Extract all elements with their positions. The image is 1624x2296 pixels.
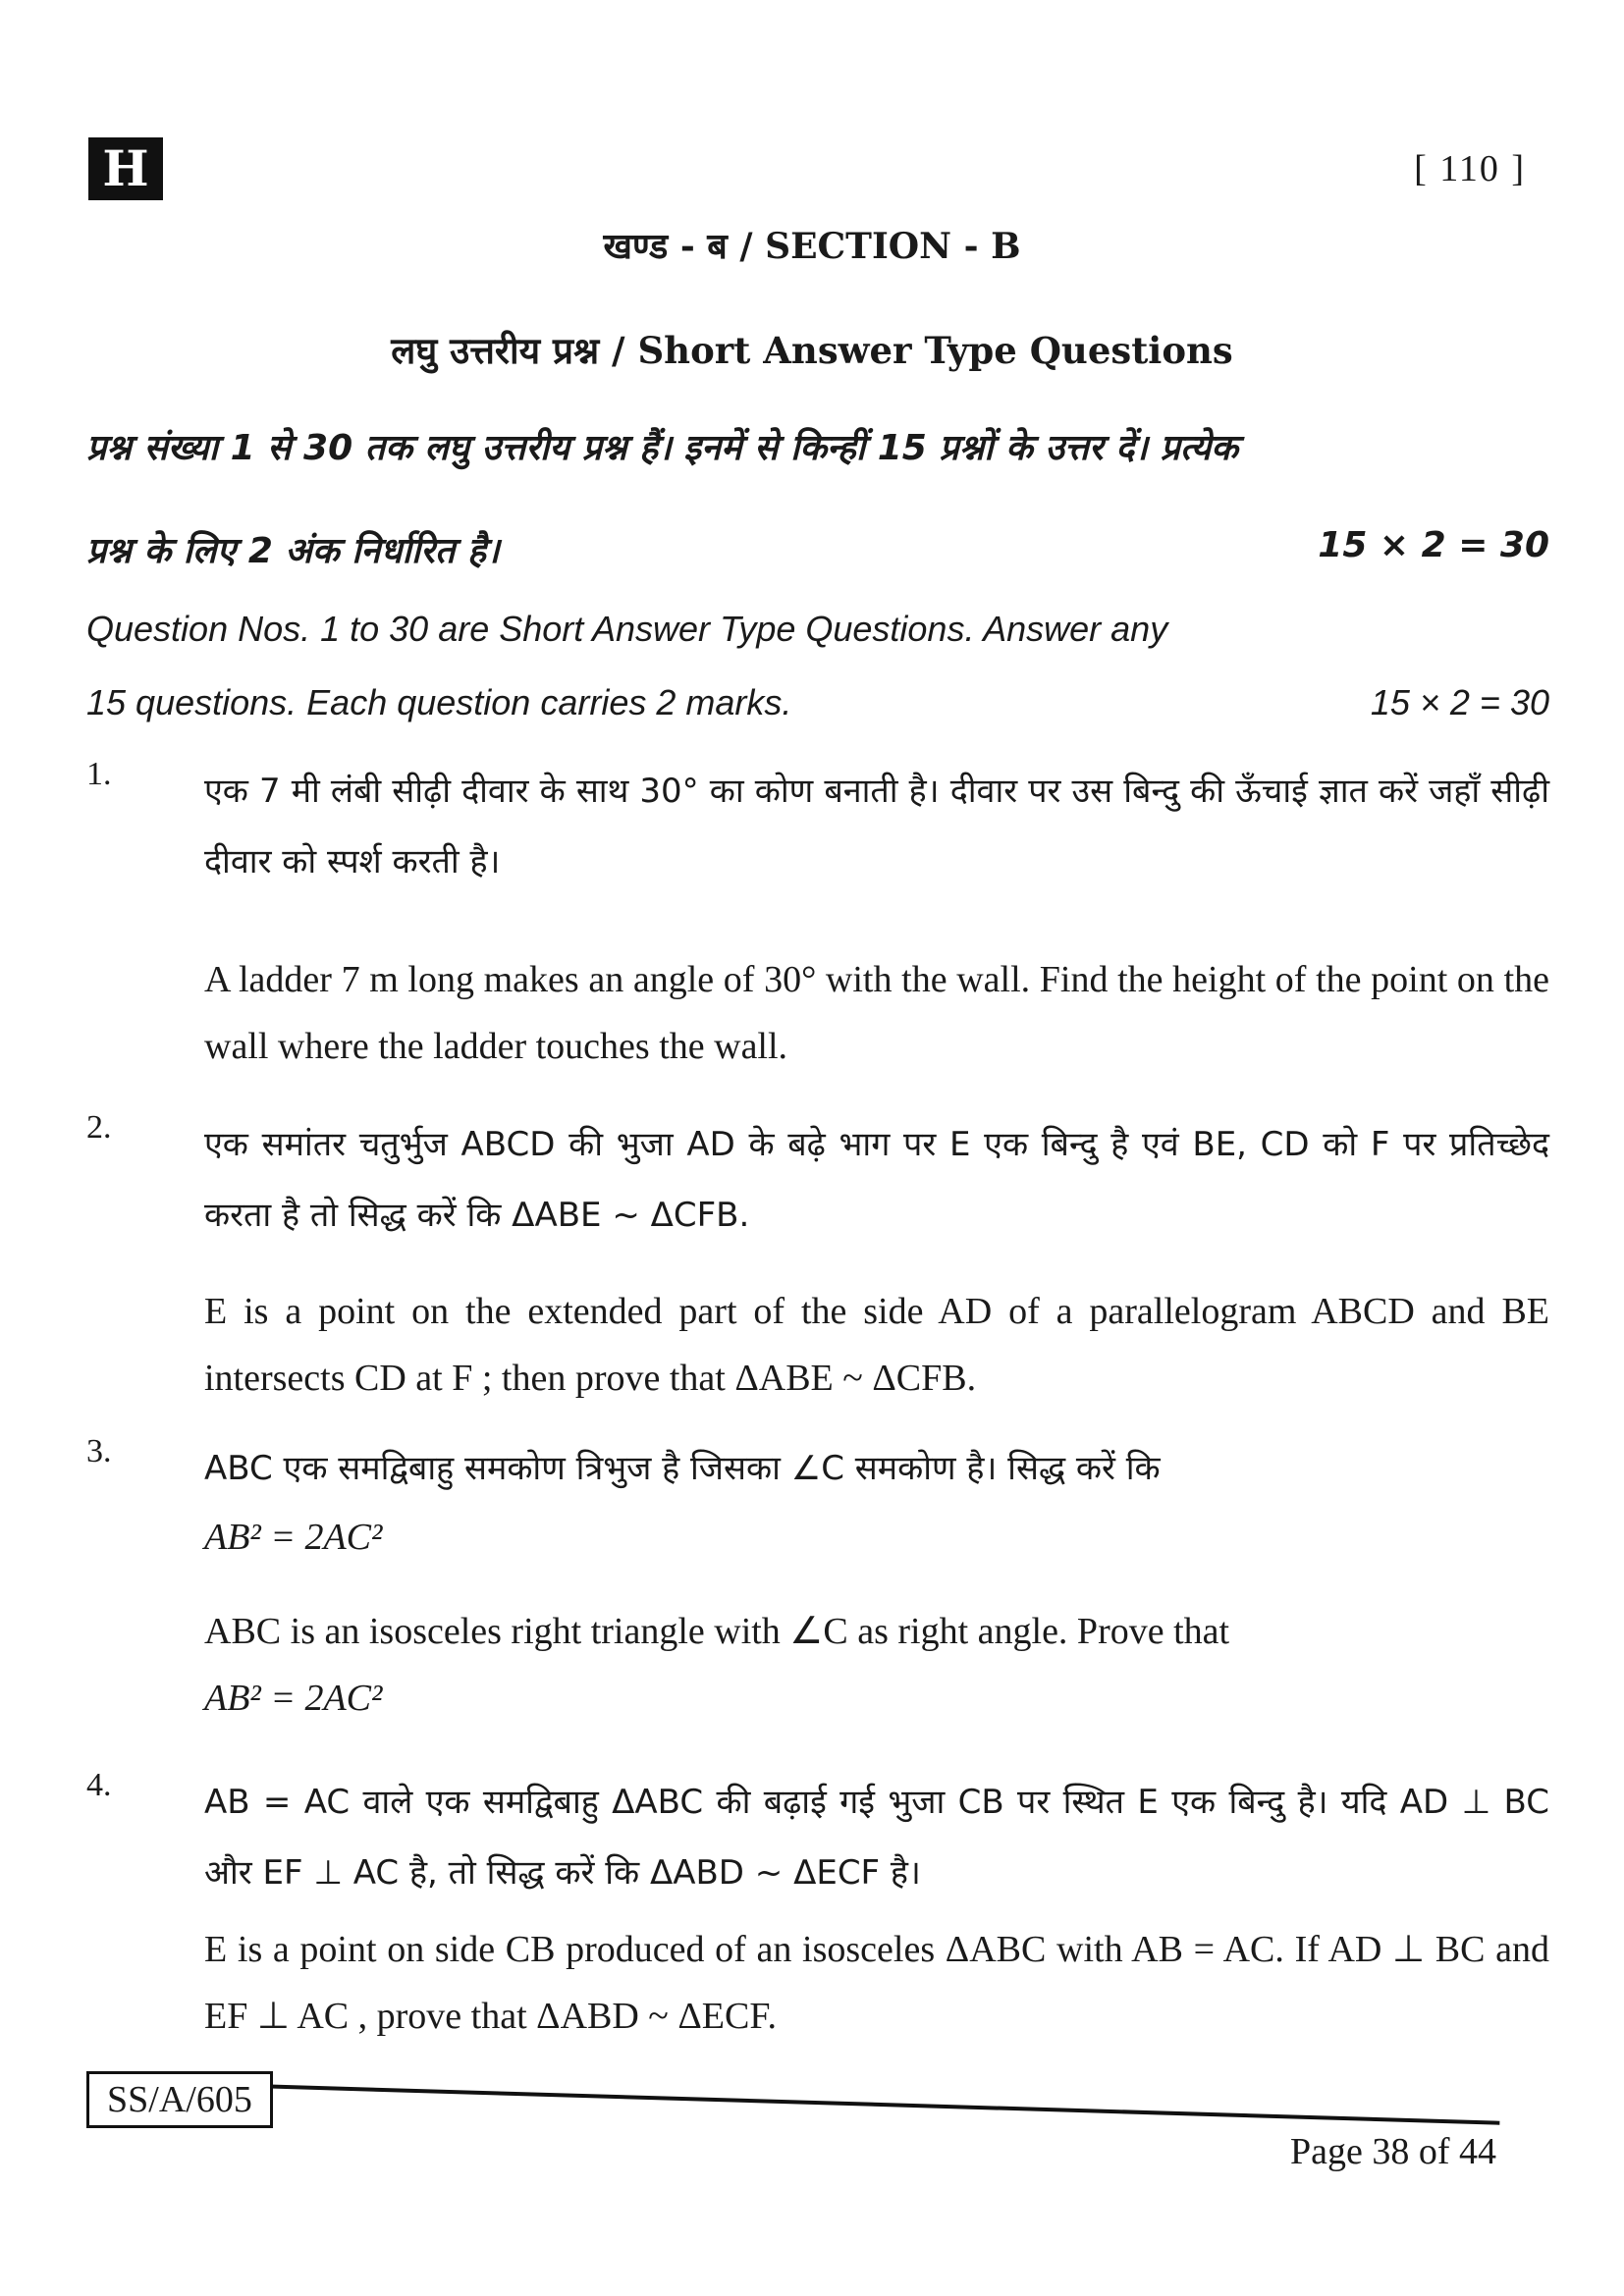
- instructions-english-line1: Question Nos. 1 to 30 are Short Answer Type Questions. Answer any: [86, 609, 1168, 649]
- paper-code: [ 110 ]: [1414, 148, 1526, 189]
- question-english-formula: AB² = 2AC²: [204, 1678, 383, 1719]
- instructions-english-line2: [86, 682, 1549, 723]
- footer-rule: [86, 2079, 1499, 2125]
- question-number: 3.: [86, 1433, 112, 1469]
- question-hindi-formula: AB² = 2AC²: [204, 1517, 383, 1558]
- question-hindi: AB = AC वाले एक समद्विबाहु ΔABC की बढ़ाई गई भुजा CB पर स्थित E एक बिन्दु है। यदि AD ⊥ BC और EF ⊥ AC है, तो सिद्ध करें कि ΔABD ~ ΔECF है।: [204, 1783, 1549, 1893]
- question-hindi: एक समांतर चतुर्भुज ABCD की भुजा AD के बढ़े भाग पर E एक बिन्दु है एवं BE, CD को F पर प्रतिच्छेद करता है तो सिद्ध करें कि ΔABE ~ ΔCFB.: [204, 1125, 1549, 1235]
- instructions-hindi-line1: प्रश्न संख्या 1 से 30 तक लघु उत्तरीय प्रश्न हैं। इनमें से किन्हीं 15 प्रश्नों के उत्तर दें। प्रत्येक: [86, 428, 1238, 468]
- question-english: E is a point on side CB produced of an isosceles ΔABC with AB = AC. If AD ⊥ BC and EF ⊥ AC , prove that ΔABD ~ ΔECF.: [204, 1929, 1549, 2037]
- section-subtitle: लघु उत्तरीय प्रश्न / Short Answer Type Questions: [391, 329, 1233, 372]
- instructions-english-marks: 15 × 2 = 30: [1370, 682, 1549, 722]
- question-english: E is a point on the extended part of the side AD of a parallelogram ABCD and BE intersects CD at F ; then prove that ΔABE ~ ΔCFB.: [204, 1291, 1549, 1399]
- question-number: 4.: [86, 1767, 112, 1803]
- question-english: ABC is an isosceles right triangle with ∠C as right angle. Prove that: [204, 1611, 1230, 1652]
- paper-id-box: SS/A/605: [86, 2071, 273, 2128]
- instructions-hindi-marks: 15 × 2 = 30: [1318, 525, 1549, 565]
- question-hindi: एक 7 मी लंबी सीढ़ी दीवार के साथ 30° का कोण बनाती है। दीवार पर उस बिन्दु की ऊँचाई ज्ञात करें जहाँ सीढ़ी दीवार को स्पर्श करती है।: [204, 772, 1549, 881]
- page-number: Page 38 of 44: [1289, 2131, 1496, 2172]
- section-title: खण्ड - ब / SECTION - B: [603, 226, 1021, 267]
- question-hindi: ABC एक समद्विबाहु समकोण त्रिभुज है जिसका ∠C समकोण है। सिद्ध करें कि: [204, 1449, 1161, 1488]
- set-badge: H: [88, 137, 163, 200]
- question-english: A ladder 7 m long makes an angle of 30° with the wall. Find the height of the point on the wall where the ladder touches the wall.: [204, 959, 1549, 1067]
- instructions-hindi-text: प्रश्न के लिए 2 अंक निर्धारित है।: [86, 531, 500, 571]
- instructions-hindi-line2: [86, 525, 1549, 573]
- question-number: 1.: [86, 756, 112, 792]
- instructions-english-text: 15 questions. Each question carries 2 marks.: [86, 682, 792, 722]
- question-number: 2.: [86, 1109, 112, 1146]
